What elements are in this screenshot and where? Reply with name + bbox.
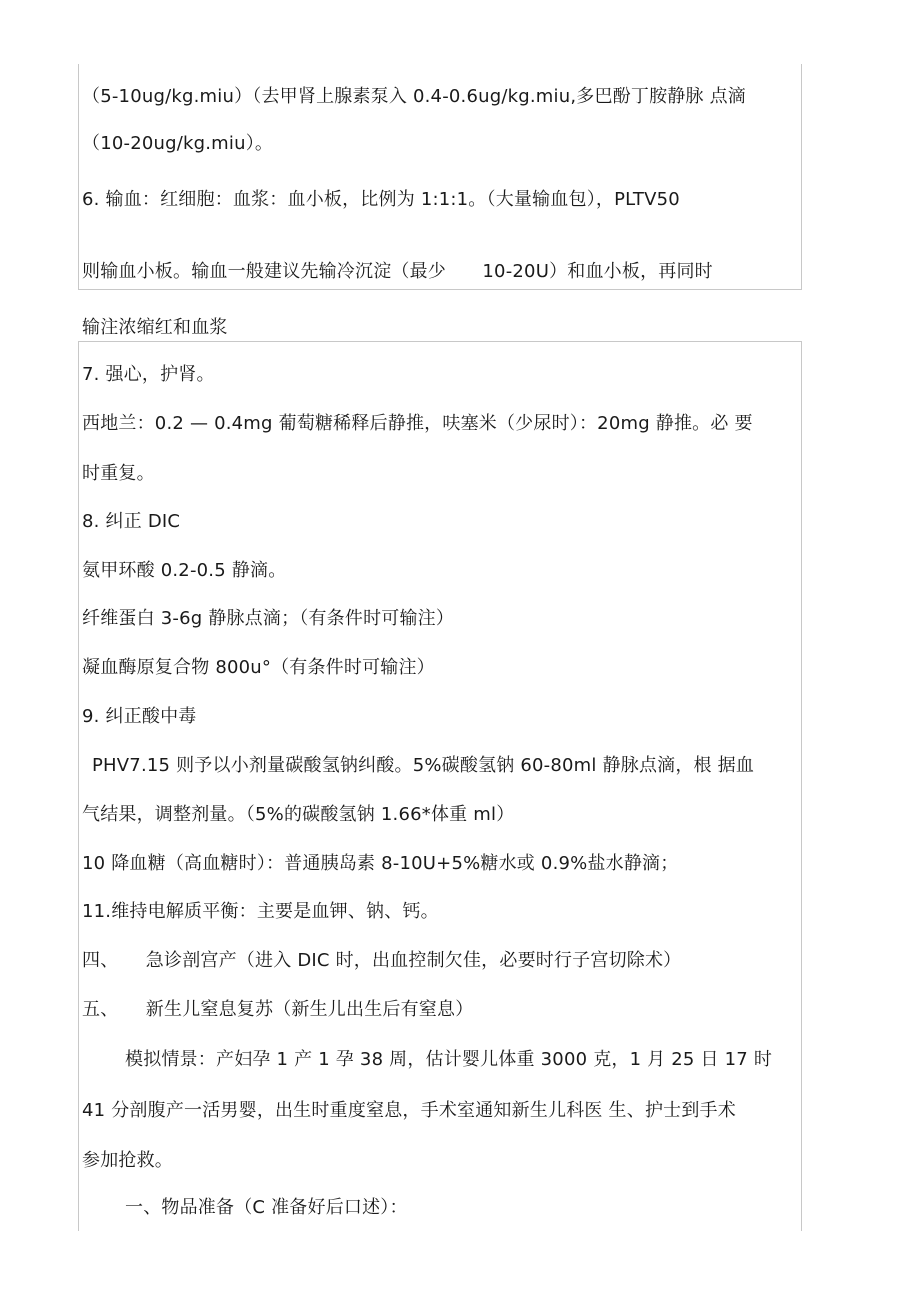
text-line-1: （5-10ug/kg.miu）（去甲肾上腺素泵入 0.4-0.6ug/kg.miu,多巴酚丁胺静脉 点滴 [82, 86, 746, 107]
text-line-8: 时重复。 [82, 463, 155, 484]
text-line-22: 参加抢救。 [82, 1150, 173, 1171]
text-line-5: 输注浓缩红和血浆 [82, 317, 228, 338]
text-line-15: 气结果，调整剂量。（5%的碳酸氢钠 1.66*体重 ml） [82, 804, 515, 825]
text-line-19: 五、 新生儿窒息复苏（新生儿出生后有窒息） [82, 999, 474, 1020]
text-line-7: 西地兰：0.2 — 0.4mg 葡萄糖稀释后静推，呋塞米（少尿时）：20mg 静推。必 要 [82, 413, 753, 434]
table-frame-main [78, 341, 802, 1231]
text-line-14: PHV7.15 则予以小剂量碳酸氢钠纠酸。5%碳酸氢钠 60-80ml 静脉点滴，根 据血 [92, 755, 755, 776]
text-line-10: 氨甲环酸 0.2-0.5 静滴。 [82, 560, 287, 581]
text-line-23: 一、物品准备（C 准备好后口述）： [125, 1197, 408, 1218]
text-line-2: （10-20ug/kg.miu）。 [82, 133, 274, 154]
text-line-18: 四、 急诊剖宫产（进入 DIC 时，出血控制欠佳，必要时行子宫切除术） [82, 950, 682, 971]
text-line-20: 模拟情景：产妇孕 1 产 1 孕 38 周，估计婴儿体重 3000 克，1 月 25 日 17 时 [125, 1049, 773, 1070]
text-line-11: 纤维蛋白 3-6g 静脉点滴；（有条件时可输注） [82, 608, 455, 629]
text-line-17: 11.维持电解质平衡：主要是血钾、钠、钙。 [82, 901, 439, 922]
text-line-21: 41 分剖腹产一活男婴，出生时重度窒息，手术室通知新生儿科医 生、护士到手术 [82, 1100, 736, 1121]
text-line-16: 10 降血糖（高血糖时）：普通胰岛素 8-10U+5%糖水或 0.9%盐水静滴； [82, 853, 679, 874]
text-line-3: 6. 输血：红细胞：血浆：血小板，比例为 1:1:1。（大量输血包），PLTV50 [82, 189, 680, 210]
text-line-4: 则输血小板。输血一般建议先输冷沉淀（最少 10-20U）和血小板，再同时 [82, 261, 713, 282]
text-line-6: 7. 强心，护肾。 [82, 364, 215, 385]
text-line-9: 8. 纠正 DIC [82, 511, 181, 532]
text-line-13: 9. 纠正酸中毒 [82, 706, 197, 727]
text-line-12: 凝血酶原复合物 800u°（有条件时可输注） [82, 657, 435, 678]
